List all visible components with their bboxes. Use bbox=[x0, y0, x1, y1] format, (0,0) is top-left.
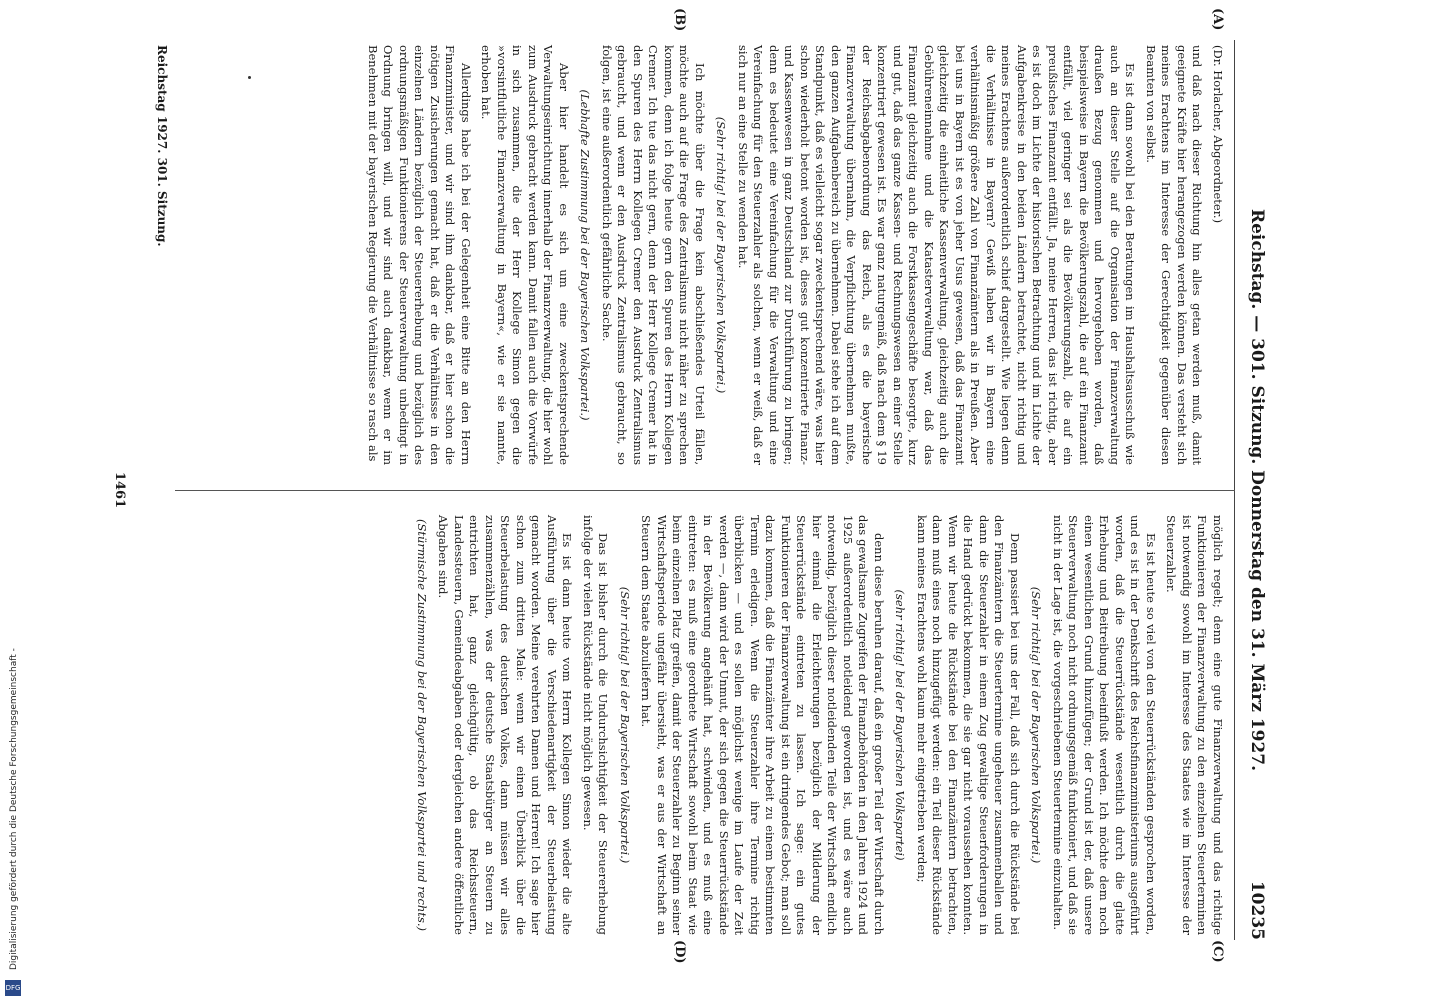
scan-speck bbox=[248, 76, 251, 79]
margin-letter-b: (B) bbox=[672, 8, 687, 32]
paragraph: Denn passiert bei uns der Fall, daß sich durch die Rückstände bei den Finanzämtern die Steuertermine ungeheuer zusammenballen und dann die Steuerzahler in einem Zug gewaltige Steuerforderungen in die Hand gedrückt bekommen, die sie gar nicht voraussehen konnten. Wenn wir heute die Rückstände bei den Finanzämtern betrachten, dann muß eines noch hinzugefügt werden: ein Teil dieser Rückstände kann meines Erachtens wohl kaum mehr eingetrieben werden; bbox=[915, 515, 1022, 935]
credit-text: Digitalisierung gefördert durch die Deutsche Forschungsgemeinschaft - bbox=[9, 648, 19, 970]
interjection: (Sehr richtig! bei der Bayerischen Volkspartei.) bbox=[1029, 586, 1044, 864]
footer-session: Reichstag 1927. 301. Sitzung. bbox=[155, 45, 169, 247]
page-title: Reichstag. — 301. Sitzung. Donnerstag den 31. März 1927. bbox=[1247, 208, 1267, 772]
paragraph: und daß nach dieser Richtung hin alles getan werden muß, damit geeignete Kräfte hier herangezogen werden können. Das versteht sich meines Erachtens im Interesse der Gerechtigkeit gegenüber diesen Beamten von selbst. bbox=[1144, 45, 1205, 465]
paragraph: möglich regelt; denn eine gute Finanzverwaltung und das richtige Funktionieren der Finanzverwaltung zu den einzelnen Steuerterminen ist notwendig sowohl im Interesse des Staates wie im Interesse der Steuerzahler. bbox=[1164, 515, 1225, 935]
speaker-line: (Dr. Horlacher, Abgeordneter.) bbox=[1211, 45, 1225, 224]
margin-letter-a: (A) bbox=[1210, 8, 1225, 31]
footer-page-number: 1461 bbox=[112, 471, 127, 509]
paragraph: Das ist bisher durch die Undurchsichtigkeit der Steuererhebung infolge der vielen Rückstände nicht möglich gewesen. bbox=[581, 515, 611, 935]
dfg-logo-icon: DFG bbox=[5, 980, 21, 996]
digitization-credit bbox=[2, 600, 24, 1000]
right-column bbox=[408, 515, 1226, 935]
paragraph: Es ist dann sowohl bei den Beratungen im Haushaltsausschuß wie auch an dieser Stelle auf die Organisation der Finanzverwaltung draußen Bezug genommen und hervorgehoben worden, daß beispielsweise in Bayern die Bevölkerungszahl, die auf ein Finanzamt entfällt, viel geringer sei als die Bevölkerungszahl, die auf ein preußisches Finanzamt entfällt. Ja, meine Herren, das ist richtig, aber es ist doch im Lichte der historischen Betrachtung und im Lichte der Aufgabenkreise in den beiden Ländern betrachtet, nicht richtig und meines Erachtens außerordentlich schief dargestellt. Wie liegen denn die Verhältnisse in Bayern? Gewiß haben wir in Bayern eine verhältnismäßig größere Zahl von Finanzämtern als in Preußen. Aber bei uns in Bayern ist es von jeher Usus gewesen, daß das Finanzamt gleichzeitig die einheitliche Kassenverwaltung, gleichzeitig auch die Gebühreneinnahme und die Katasterverwaltung war, daß das Finanzamt gleichzeitig auch die Forstkassengeschäfte besorgte, kurz und gut, daß das ganze Kassen- und Rechnungswesen an einer Stelle konzentriert gewesen ist. Es war ganz naturgemäß, daß nach dem § 19 der Reichsabgabenordnung das Reich, als es die bayerische Finanzverwaltung übernahm, die Verpflichtung übernehmen mußte, den ganzen Aufgabenbereich zu übernehmen. Dabei stehe ich auf dem Standpunkt, daß es vielleicht sogar zweckentsprechend wäre, was hier schon wiederholt betont worden ist, dieses gut konzentrierte Finanz- und Kassenwesen in ganz Deutschland zur Durchführung zu bringen; denn es bedeutet eine Vereinfachung für die Verwaltung und eine Vereinfachung für den Steuerzahler als solchen, wenn er weiß, daß er sich nur an eine Stelle zu wenden hat. bbox=[736, 45, 1138, 465]
page-header bbox=[1241, 40, 1267, 940]
left-column bbox=[360, 45, 1226, 465]
column-divider bbox=[175, 490, 1235, 491]
paragraph: denn diese beruhen darauf, daß ein großer Teil der Wirtschaft durch das gewaltsame Zugreifen der Finanzbehörden in den Jahren 1924 und 1925 außerordentlich notleidend geworden ist, und es wäre auch notwendig, bezüglich dieser notleidenden Teile der Wirtschaft endlich hier einmal die Erleichterungen bezüglich der Milderung der Steuerrückstände eintreten zu lassen. Ich sage: ein gutes Funktionieren der Finanzverwaltung ist ein dringendes Gebot; man soll dazu kommen, daß die Finanzämter ihre Arbeit zu einem bestimmten Termin erledigen. Wenn die Steuerzahler ihre Termine richtig überblicken — und es sollen möglichst wenige im Laufe der Zeit werden —, dann wird der Unmut, der sich gegen die Steuerrückstände in der Bevölkerung angehäuft hat, schwinden, und es muß eine eintreten: es muß eine geordnete Wirtschaft sowohl beim Staat wie beim einzelnen Platz greifen, damit der Steuerzahler zu Beginn seiner Wirtschaftsperiode ungefähr übersieht, was er aus der Wirtschaft an Steuern dem Staate abzuliefern hat. bbox=[639, 515, 886, 935]
header-page-number: 10235 bbox=[1247, 880, 1267, 940]
interjection: (Stürmische Zustimmung bei der Bayerischen Volkspartei und rechts.) bbox=[415, 519, 429, 931]
paragraph: Allerdings habe ich bei der Gelegenheit eine Bitte an den Herrn Finanzminister, und wir sind ihm dankbar, daß er hier schon die nötigen Zusicherungen gemacht hat, daß er die Verhältnisse in den einzelnen Ländern bezüglich der Steuererhebung und bezüglich des ordnungsmäßigen Funktionierens der Steuerverwaltung unbedingt in Ordnung bringen will, und wir sind auch dankbar, wenn er im Benehmen mit der bayerischen Regierung die Verhältnisse so rasch als bbox=[366, 45, 473, 465]
scanned-page bbox=[47, 0, 1277, 980]
interjection: (Sehr richtig! bei der Bayerischen Volkspartei.) bbox=[714, 116, 729, 394]
margin-letter-d: (D) bbox=[672, 940, 687, 964]
paragraph: Aber hier handelt es sich um eine zweckentsprechende Verwaltungseinrichtung innerhalb der Finanzverwaltung, die hier wohl zum Ausdruck gebracht werden kann. Damit fallen auch die Vorwürfe in sich zusammen, die der Herr Kollege Simon gegen die »vorsintflutliche Finanzverwaltung in Bayern«, wie er sie nannte, erhoben hat. bbox=[479, 45, 571, 465]
interjection: (Lebhafte Zustimmung bei der Bayerischen Volkspartei.) bbox=[578, 89, 593, 421]
interjection: (sehr richtig! bei der Bayerischen Volkspartei) bbox=[893, 589, 908, 861]
paragraph: Es ist heute so viel von den Steuerrückständen gesprochen worden, und es ist in der Denkschrift des Reichsfinanzministeriums ausgeführt worden, daß die Steuerrückstände wesentlich durch die glatte Erhebung und Beitreibung beeinflußt werden. Ich möchte dem noch einen wesentlichen Grund hinzufügen; der Grund ist der, daß unsere Steuerverwaltung noch nicht ordnungsgemäß funktioniert, und daß sie nicht in der Lage ist, die vorgeschriebenen Steuertermine einzuhalten. bbox=[1051, 515, 1158, 935]
interjection: (Sehr richtig! bei der Bayerischen Volkspartei.) bbox=[618, 586, 632, 864]
margin-letter-c: (C) bbox=[1210, 940, 1225, 963]
paragraph: Es ist dann heute vom Herrn Kollegen Simon wieder die alte Ausführung über die Verschiedenartigkeit der Steuerbelastung gemacht worden. Meine verehrten Damen und Herren! Ich sage hier schon zum dritten Male: wenn wir einen Überblick über die Steuerbelastung des deutschen Volkes, dann müssen wir alles zusammenzählen, was der deutsche Staatsbürger an Steuern zu entrichten hat, ganz gleichgültig, ob das Reichssteuern, Landessteuern, Gemeindeabgaben oder dergleichen andere öffentliche Abgaben sind. bbox=[436, 515, 575, 935]
paragraph: Ich möchte über die Frage kein abschließendes Urteil fällen, möchte auch auf die Frage des Zentralismus nicht näher zu sprechen kommen, denn ich folge heute gern den Spuren des Herrn Kollegen Cremer. Ich tue das nicht gern, denn der Herr Kollege Cremer hat in den Spuren des Herrn Kollegen Cremer den Ausdruck Zentralismus gebraucht, und wenn er den Ausdruck Zentralismus gebraucht, so folgen, ist eine außerordentlich gefährliche Sache. bbox=[600, 45, 707, 465]
